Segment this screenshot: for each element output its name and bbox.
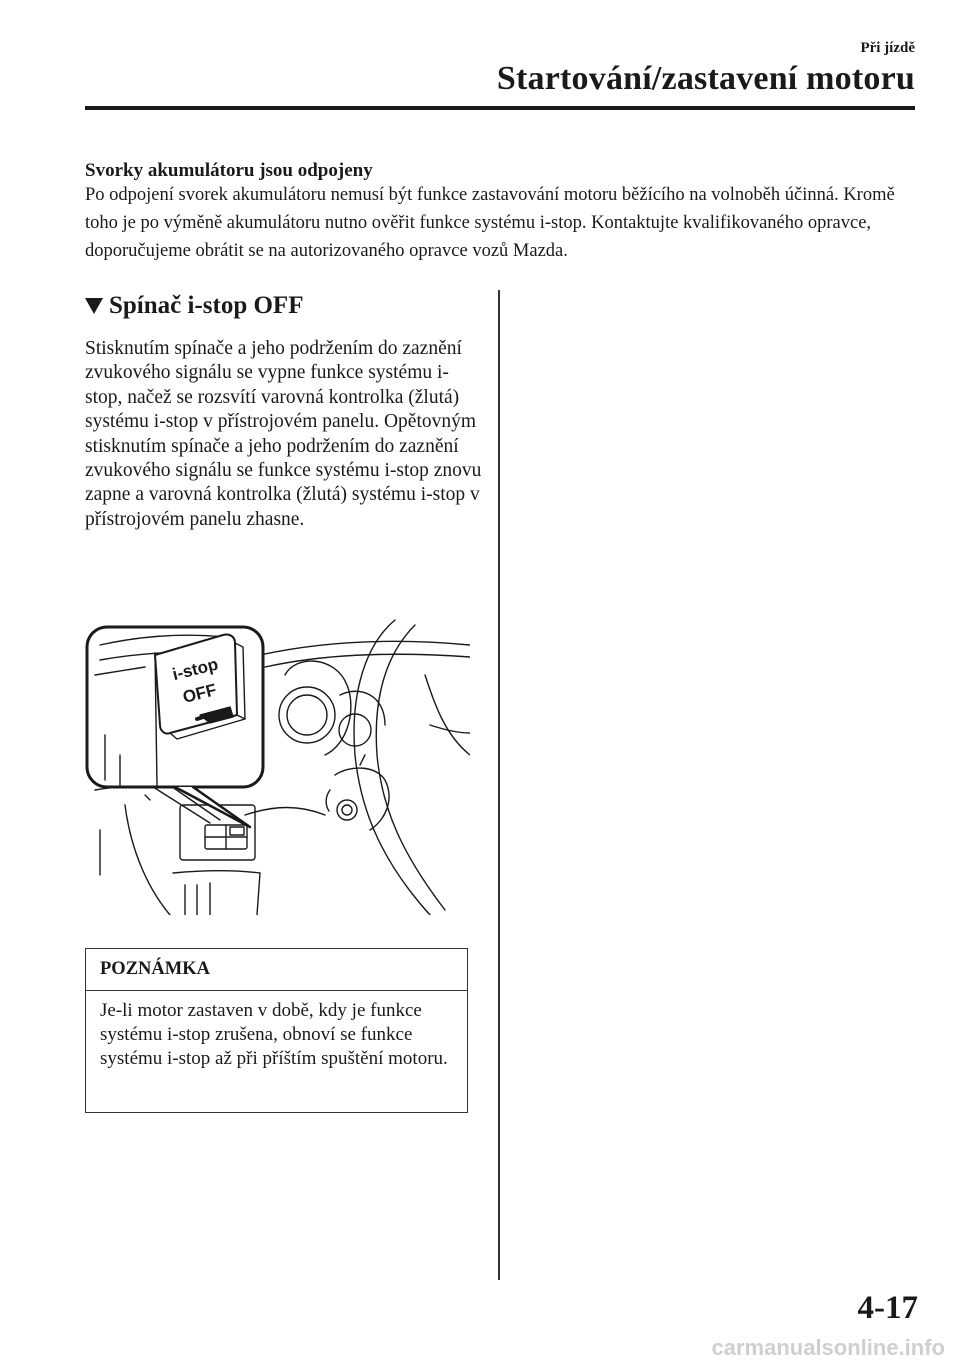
column-divider [498,290,500,1280]
callout-bubble-icon [87,627,263,787]
battery-heading: Svorky akumulátoru jsou odpojeny [85,160,373,181]
section-body-paragraph: Stisknutím spínače a jeho podržením do zaznění zvukového signálu se vypne funkce systému i-stop, načež se rozsvítí varovná kontrolka (žlutá) systému i-stop v přístrojovém panelu. Opětovným stisknutím spínače a jeho podržením do zaznění zvukového signálu se funkce systému i-stop znovu zapne a varovná kontrolka (žlutá) systému i-stop v přístrojovém panelu zhasne. [85,338,482,530]
header-section-label: Při jízdě [860,40,915,56]
triangle-down-icon [85,298,103,314]
section-heading [85,292,303,320]
switch-label-line1: i-stop [170,654,221,685]
note-text: Je-li motor zastaven v době, kdy je funkce systému i-stop zrušena, obnoví se funkce systému i-stop až při příštím spuštění motoru. [100,1000,448,1069]
note-box [85,948,468,1113]
page-title: Startování/zastavení motoru [496,60,915,97]
battery-paragraph: Po odpojení svorek akumulátoru nemusí být funkce zastavování motoru běžícího na volnoběh účinná. Kromě toho je po výměně akumulátoru nutno ověřit funkce systému i-stop. Kontaktujte kvalifikovaného opravce, doporučujeme obrátit se na autorizovaného opravce vozů Mazda. [85,185,895,261]
section-heading-text: Spínač i-stop OFF [109,292,304,319]
watermark: carmanualsonline.info [711,1335,945,1360]
note-title: POZNÁMKA [86,949,467,991]
switch-label-line2: OFF [180,680,219,707]
header-rule [85,106,915,110]
page-number: 4-17 [857,1290,918,1326]
callout-pointer-icon [175,787,250,827]
istop-switch-illustration [85,615,470,915]
